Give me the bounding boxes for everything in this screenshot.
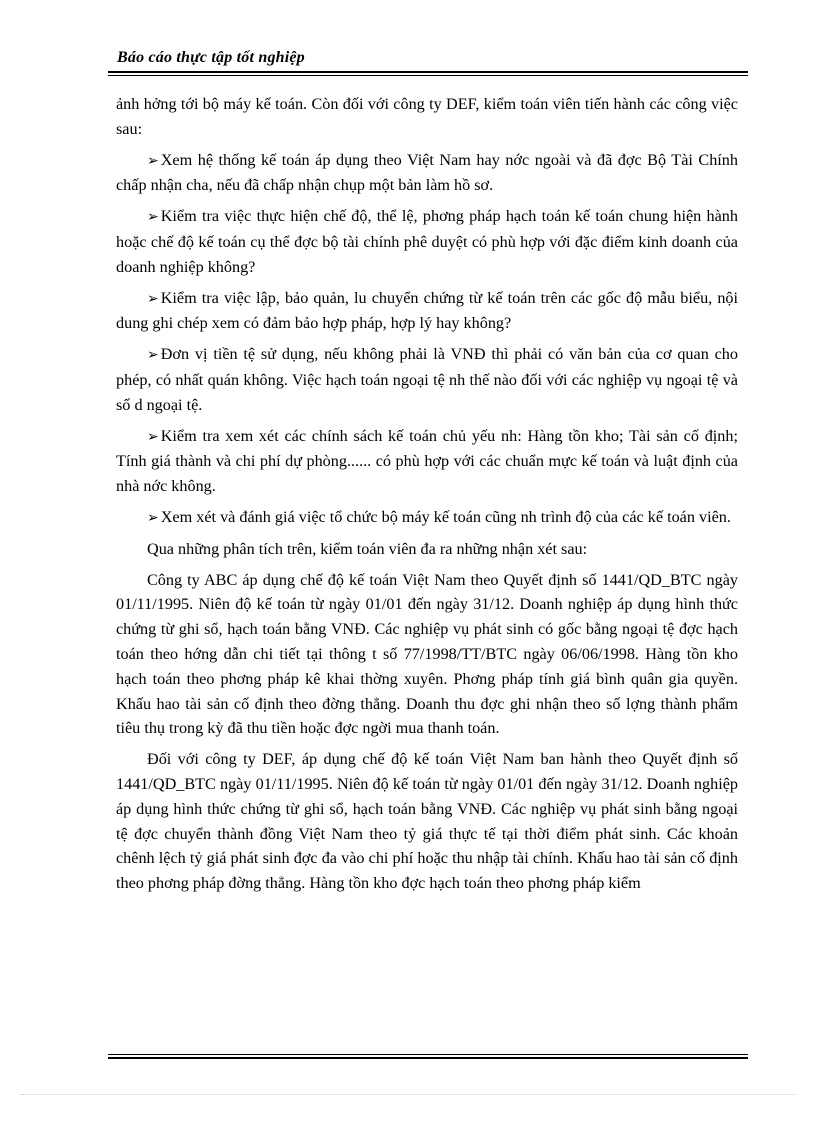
arrowhead-bullet-icon: ➢ <box>147 152 159 169</box>
bullet-text: Xem hệ thống kế toán áp dụng theo Việt Nam hay nớc ngoài và đã đợc Bộ Tài Chính chấp nhận cha, nếu đã chấp nhận chụp một bản làm hồ sơ. <box>116 150 738 195</box>
bullet-text: Kiểm tra việc lập, bảo quản, lu chuyển chứng từ kế toán trên các gốc độ mẫu biểu, nội dung ghi chép xem có đảm bảo hợp pháp, hợp lý hay không? <box>116 288 738 333</box>
bullet-paragraph <box>116 342 738 417</box>
paragraph-summary-intro: Qua những phân tích trên, kiểm toán viên đa ra những nhận xét sau: <box>147 539 588 558</box>
paragraph-intro: ảnh hởng tới bộ máy kế toán. Còn đối với công ty DEF, kiểm toán viên tiến hành các công việc sau: <box>116 95 738 138</box>
footer-rule-thick <box>108 1057 748 1059</box>
header-rule-thin <box>108 75 748 76</box>
arrowhead-bullet-icon: ➢ <box>147 209 159 226</box>
footer-rule-thin <box>108 1054 748 1055</box>
bullet-paragraph <box>116 286 738 337</box>
bullet-text: Kiểm tra xem xét các chính sách kế toán chủ yếu nh: Hàng tồn kho; Tài sản cố định; Tính giá thành và chi phí dự phòng...... có phù hợp với các chuẩn mực kế toán và luật định của nhà nớc không. <box>116 426 738 496</box>
arrowhead-bullet-icon: ➢ <box>147 347 159 364</box>
paragraph-company-abc: Công ty ABC áp dụng chế độ kế toán Việt Nam theo Quyết định số 1441/QD_BTC ngày 01/11/1995. Niên độ kế toán từ ngày 01/01 đến ngày 31/12. Doanh nghiệp áp dụng hình thức chứng từ ghi sổ, hạch toán bằng VNĐ. Các nghiệp vụ phát sinh có gốc bằng ngoại tệ đợc hạch toán theo hớng dẫn chi tiết tại thông t số 77/1998/TT/BTC ngày 06/06/1998. Hàng tồn kho hạch toán theo phơng pháp kê khai thờng xuyên. Phơng pháp tính giá bình quân gia quyền. Khấu hao tài sản cố định theo đờng thẳng. Doanh thu đợc ghi nhận theo số lợng thành phẩm tiêu thụ trong kỳ đã thu tiền hoặc đợc ngời mua thanh toán. <box>116 570 738 738</box>
arrowhead-bullet-icon: ➢ <box>147 290 159 307</box>
bullet-paragraph <box>116 204 738 279</box>
bullet-paragraph <box>116 148 738 199</box>
bullet-paragraph <box>116 424 738 499</box>
bullet-text: Đơn vị tiền tệ sử dụng, nếu không phải là VNĐ thì phải có văn bản của cơ quan cho phép, có nhất quán không. Việc hạch toán ngoại tệ nh thế nào đối với các nghiệp vụ ngoại tệ và số d ngoại tệ. <box>116 345 738 414</box>
arrowhead-bullet-icon: ➢ <box>147 428 159 445</box>
document-body <box>116 92 738 902</box>
page-bottom-dotted-border <box>20 1094 796 1095</box>
arrowhead-bullet-icon: ➢ <box>147 509 159 526</box>
header-rule-thick <box>108 71 748 73</box>
page-header-title: Báo cáo thực tập tốt nghiệp <box>117 49 305 66</box>
bullet-text: Kiểm tra việc thực hiện chế độ, thể lệ, phơng pháp hạch toán kế toán chung hiện hành hoặc chế độ kế toán cụ thể đợc bộ tài chính phê duyệt có phù hợp với đặc điểm kinh doanh của doanh nghiệp không? <box>116 207 738 276</box>
paragraph-company-def: Đối với công ty DEF, áp dụng chế độ kế toán Việt Nam ban hành theo Quyết định số 1441/QD_BTC ngày 01/11/1995. Niên độ kế toán từ ngày 01/01 đến ngày 31/12. Doanh nghiệp áp dụng hình thức chứng từ ghi sổ, hạch toán bằng VNĐ. Các nghiệp vụ phát sinh bằng ngoại tệ đợc chuyển thành đồng Việt Nam theo tỷ giá thực tế tại thời điểm phát sinh. Các khoản chênh lệch tỷ giá phát sinh đợc đa vào chi phí hoặc thu nhập tài chính. Khấu hao tài sản cố định theo phơng pháp đờng thẳng. Hàng tồn kho đợc hạch toán theo phơng pháp kiểm <box>116 750 738 893</box>
bullet-paragraph <box>116 505 738 531</box>
bullet-text: Xem xét và đánh giá việc tổ chức bộ máy kế toán cũng nh trình độ của các kế toán viên. <box>160 507 731 526</box>
